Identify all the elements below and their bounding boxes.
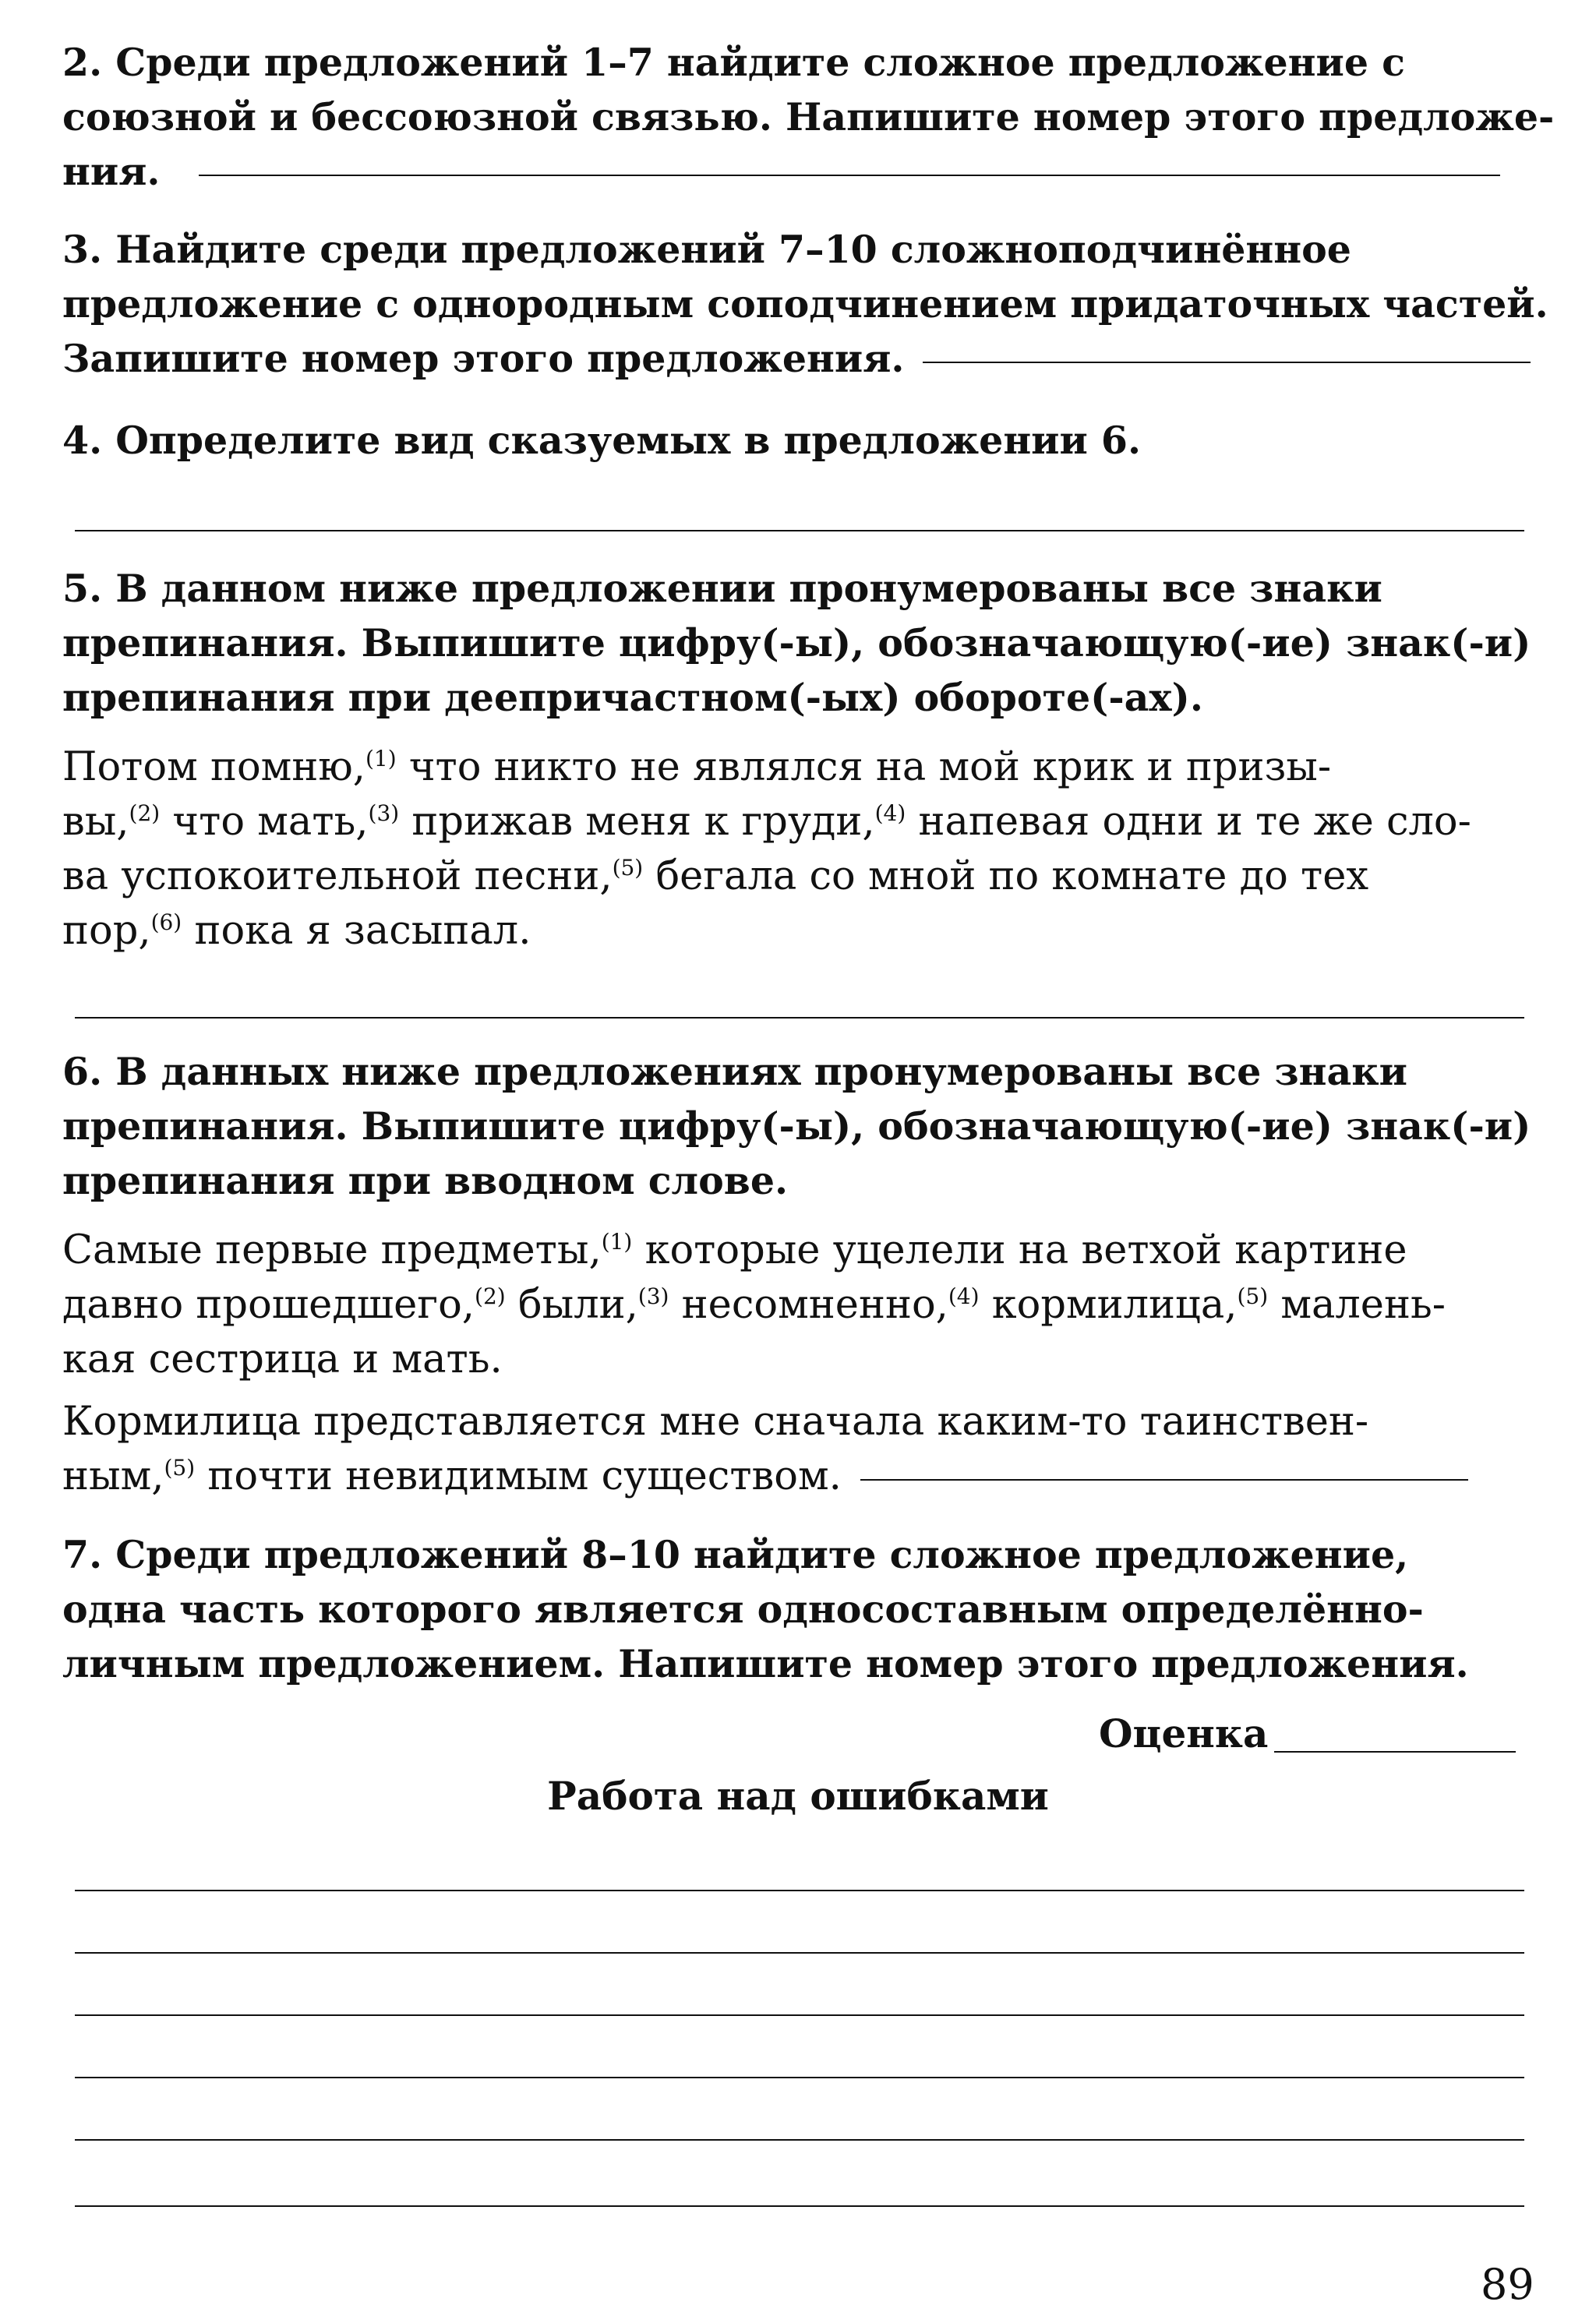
punct-marker: (6) [150,909,182,935]
q6-text-part: почти невидимым существом. [195,1453,842,1499]
grade-label: Оценка [1099,1711,1269,1756]
punct-marker: (1) [601,1229,633,1255]
punct-marker: (4) [948,1283,980,1309]
q3-line-2: предложение с однородным соподчинением придаточных частей. [62,281,1548,327]
q6-text-part: которые уцелели на ветхой картине [632,1227,1407,1273]
q2-line-3-text: ния. [62,149,161,194]
q5-text-part: что никто не являлся на мой крик и призы- [396,744,1332,790]
errors-line[interactable] [75,1890,1524,1891]
q5-line-2: препинания. Выпишите цифру(-ы), обозначающую(-ие) знак(-и) [62,620,1531,665]
q5-text-part: прижав меня к груди, [399,799,875,845]
q6-text-line-3: кая сестрица и мать. [62,1336,503,1382]
q5-line-1: 5. В данном ниже предложении пронумерованы все знаки [62,566,1382,611]
q2-answer-blank[interactable] [199,174,1500,176]
q5-text-part: пока я засыпал. [182,908,531,954]
q5-answer-line[interactable] [75,1017,1524,1019]
errors-title: Работа над ошибками [547,1773,1049,1819]
punct-marker: (2) [129,800,161,826]
q5-text-part: вы, [62,799,129,845]
page-number: 89 [1481,2260,1534,2309]
punct-marker: (5) [612,855,644,881]
q5-text-part: пор, [62,908,151,954]
q7-line-1: 7. Среди предложений 8–10 найдите сложное предложение, [62,1532,1409,1577]
q5-text-line-3 [62,849,1527,904]
q2-line-3 [62,144,1527,199]
q6-line-3: препинания при вводном слове. [62,1158,789,1203]
q7-line-2: одна часть которого является односоставным определённо- [62,1587,1424,1632]
q2-line-2: союзной и бессоюзной связью. Напишите номер этого предложе- [62,94,1555,139]
q6-text-part: были, [505,1282,638,1328]
q7-line-3: личным предложением. Напишите номер этого предложения. [62,1641,1469,1686]
q5-text-line-1 [62,740,1527,795]
punct-marker: (5) [164,1455,196,1481]
q5-text-part: ва успокоительной песни, [62,853,613,899]
q6-line-2: препинания. Выпишите цифру(-ы), обозначающую(-ие) знак(-и) [62,1103,1531,1149]
q6-text-part: несомненно, [669,1282,948,1328]
grade-field[interactable] [1274,1751,1516,1753]
q4-line-1: 4. Определите вид сказуемых в предложении 6. [62,418,1142,463]
errors-line[interactable] [75,2077,1524,2078]
q6-text-part: Самые первые предметы, [62,1227,602,1273]
q5-text-part: бегала со мной по комнате до тех [643,853,1369,899]
punct-marker: (1) [365,746,397,771]
punct-marker: (3) [368,800,400,826]
q3-answer-blank[interactable] [923,361,1531,363]
errors-line[interactable] [75,2014,1524,2016]
punct-marker: (3) [637,1283,669,1309]
q6-text-part: ным, [62,1453,164,1499]
errors-line[interactable] [75,1952,1524,1954]
q5-text-part: что мать, [160,799,369,845]
q5-line-3: препинания при деепричастном(-ых) обороте(-ах). [62,675,1203,720]
q3-line-1: 3. Найдите среди предложений 7–10 сложноподчинённое [62,227,1351,272]
errors-line[interactable] [75,2205,1524,2207]
q6-text-line-1 [62,1223,1527,1278]
q6-text-line-2 [62,1278,1527,1333]
punct-marker: (4) [874,800,906,826]
q6-text-line-5 [62,1449,1527,1504]
q3-line-3-text: Запишите номер этого предложения. [62,336,905,381]
q3-line-3 [62,331,1527,386]
punct-marker: (5) [1237,1283,1269,1309]
q6-answer-blank[interactable] [860,1478,1468,1481]
q4-answer-line[interactable] [75,530,1524,531]
q5-text-line-2 [62,795,1527,849]
q2-line-1: 2. Среди предложений 1–7 найдите сложное предложение с [62,40,1405,85]
q6-line-1: 6. В данных ниже предложениях пронумерованы все знаки [62,1049,1407,1094]
q6-text-part: кормилица, [979,1282,1238,1328]
errors-line[interactable] [75,2139,1524,2141]
punct-marker: (2) [475,1283,506,1309]
q5-text-line-4 [62,904,1527,959]
q6-text-part: давно прошедшего, [62,1282,475,1328]
q6-text-part: малень- [1268,1282,1446,1328]
q5-text-part: напевая одни и те же сло- [906,799,1471,845]
q6-text-line-4: Кормилица представляется мне сначала каким-то таинствен- [62,1399,1369,1445]
q5-text-part: Потом помню, [62,744,365,790]
